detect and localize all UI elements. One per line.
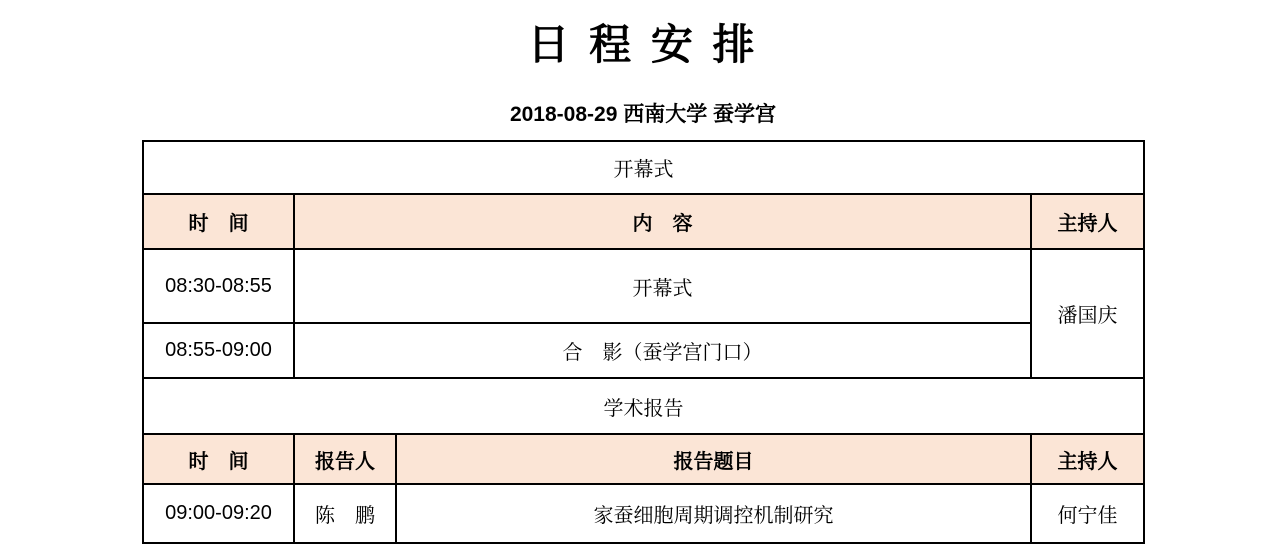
section1-header-time: 时 间: [143, 194, 294, 249]
cell-time: 09:00-09:20: [143, 484, 294, 543]
cell-speaker: 陈 鹏: [294, 484, 396, 543]
section2-title-row: [143, 378, 1144, 434]
schedule-table: [142, 140, 1145, 544]
cell-time: 08:30-08:55: [143, 249, 294, 323]
cell-host: 何宁佳: [1031, 484, 1144, 543]
cell-content: 合 影（蚕学宫门口）: [294, 323, 1031, 378]
section2-header-row: [143, 434, 1144, 484]
cell-host: 潘国庆: [1031, 249, 1144, 378]
section2-title: 学术报告: [143, 378, 1144, 434]
section1-header-row: [143, 194, 1144, 249]
section2-header-title: 报告题目: [396, 434, 1031, 484]
section1-header-host: 主持人: [1031, 194, 1144, 249]
section1-title-row: [143, 141, 1144, 194]
section1-header-content: 内 容: [294, 194, 1031, 249]
section2-header-time: 时 间: [143, 434, 294, 484]
section2-header-host: 主持人: [1031, 434, 1144, 484]
page-subtitle: 2018-08-29 西南大学 蚕学宫: [509, 103, 777, 126]
section2-header-speaker: 报告人: [294, 434, 396, 484]
table-row: [143, 323, 1144, 378]
section1-title: 开幕式: [143, 141, 1144, 194]
cell-content: 开幕式: [294, 249, 1031, 323]
table-row: [143, 484, 1144, 543]
table-row: [143, 249, 1144, 323]
cell-report-title: 家蚕细胞周期调控机制研究: [396, 484, 1031, 543]
page-title: 日 程 安 排: [527, 21, 759, 68]
cell-time: 08:55-09:00: [143, 323, 294, 378]
